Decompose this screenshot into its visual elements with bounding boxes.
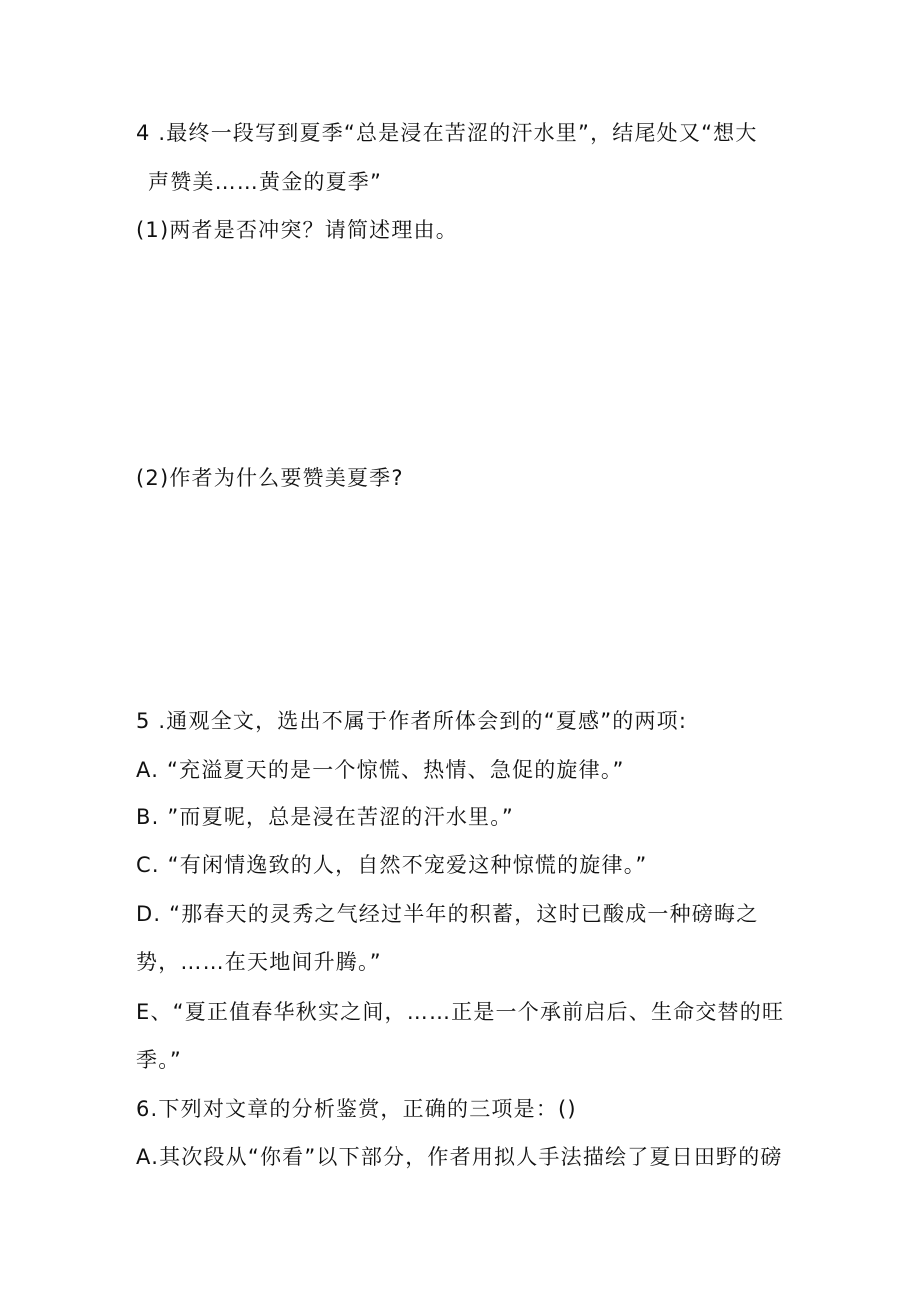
q4-stem-line1: 4 .最终一段写到夏季“总是浸在苦涩的汗水里”，结尾处又“想大 [136, 121, 758, 145]
q5-option-e-line1: E、“夏正值春华秋实之间，……正是一个承前启后、生命交替的旺 [136, 1000, 785, 1024]
q6-option-a: A.其次段从“你看”以下部分，作者用拟人手法描绘了夏日田野的磅 [136, 1145, 783, 1169]
q6-stem: 6.下列对文章的分析鉴赏，正确的三项是：() [136, 1097, 577, 1121]
q5-option-d-line2: 势，……在天地间升腾。” [136, 950, 382, 974]
q5-option-c: C. “有闲情逸致的人，自然不宠爱这种惊慌的旋律。” [136, 853, 648, 877]
q5-option-d-line1: D. “那春天的灵秀之气经过半年的积蓄，这时已酸成一种磅晦之 [136, 902, 759, 926]
q5-option-e-line2: 季。” [136, 1048, 182, 1072]
q5-option-b: B. ”而夏呢，总是浸在苦涩的汗水里。” [136, 805, 515, 829]
q4-stem-line2: 声赞美……黄金的夏季” [148, 170, 383, 194]
q4-subquestion-1: (1)两者是否冲突？请简述理由。 [136, 218, 458, 242]
q5-stem: 5 .通观全文，选出不属于作者所体会到的“夏感”的两项: [136, 709, 688, 733]
q4-subquestion-2: (2)作者为什么要赞美夏季? [136, 466, 404, 490]
q5-option-a: A. “充溢夏天的是一个惊慌、热情、急促的旋律。” [136, 758, 625, 782]
